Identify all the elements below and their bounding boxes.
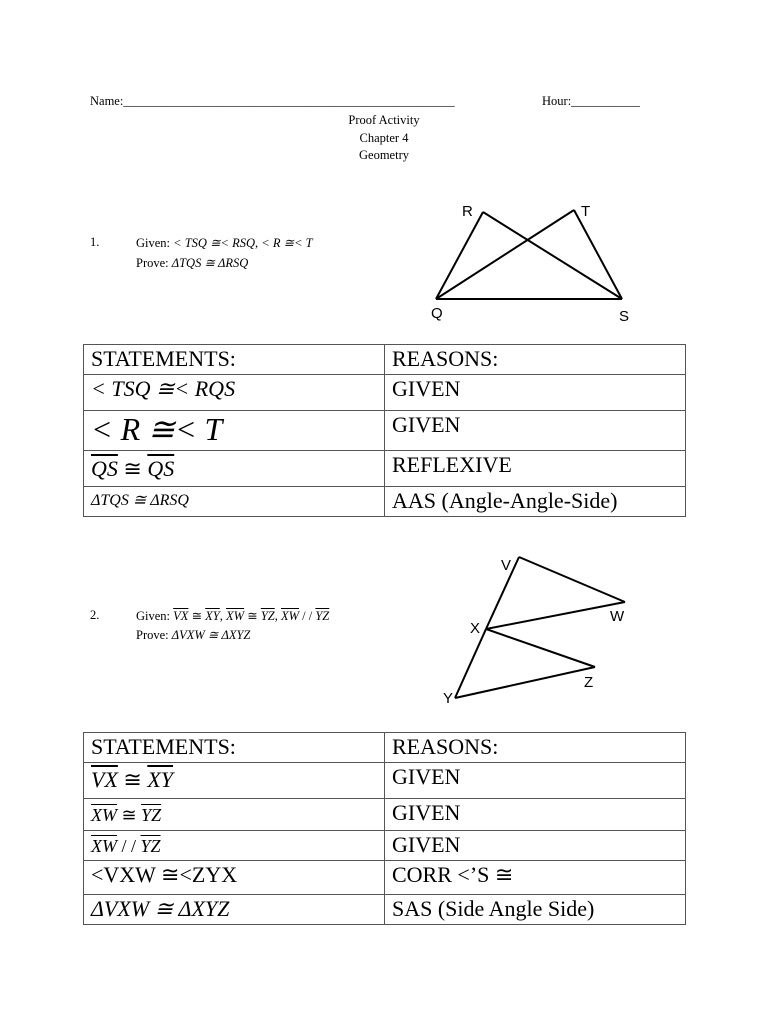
- segment-xy: [455, 629, 486, 698]
- label-q: Q: [431, 305, 443, 322]
- label-z: Z: [584, 674, 594, 691]
- statement-cell: < R ≅< T: [84, 411, 385, 451]
- table-row: [84, 831, 686, 861]
- table-row: [84, 375, 686, 411]
- table-row: [84, 451, 686, 487]
- segment-yz: [455, 667, 595, 698]
- name-field[interactable]: Name:_____________________________________________________: [90, 94, 455, 108]
- reason-cell: AAS (Angle-Angle-Side): [385, 487, 686, 517]
- problem2-prove: Prove: ΔVXW ≅ ΔXYZ: [136, 628, 251, 642]
- label-s: S: [619, 308, 630, 325]
- problem1-prove: Prove: ΔTQS ≅ ΔRSQ: [136, 256, 249, 270]
- label-y: Y: [443, 690, 454, 707]
- segment-xz: [486, 629, 595, 667]
- table-row: [84, 799, 686, 831]
- table-header-row: [84, 733, 686, 763]
- problem1-given-a: < TSQ ≅< RSQ: [173, 236, 256, 250]
- proof-table-1: [83, 344, 686, 517]
- reason-cell: GIVEN: [385, 799, 686, 831]
- reason-cell: GIVEN: [385, 375, 686, 411]
- statement-cell: $\overline{XW}$ ≅ $\overline{YZ}$: [84, 799, 385, 831]
- segment-rq: [436, 212, 483, 299]
- statement-cell: $\overline{XW}$ / / $\overline{YZ}$: [84, 831, 385, 861]
- hour-field[interactable]: Hour:___________: [542, 94, 640, 108]
- label-w: W: [610, 608, 625, 625]
- problem1-given: Given: < TSQ ≅< RSQ, < R ≅< T: [136, 236, 313, 250]
- reason-cell: GIVEN: [385, 831, 686, 861]
- table-row: [84, 411, 686, 451]
- segment-xw: [486, 602, 625, 629]
- statement-cell: ΔTQS ≅ ΔRSQ: [84, 487, 385, 517]
- statements-header: STATEMENTS:: [84, 345, 385, 375]
- statement-cell: ΔVXW ≅ ΔXYZ: [84, 895, 385, 925]
- reason-cell: GIVEN: [385, 763, 686, 799]
- problem2-given: Given: $\overline{VX}$ ≅ $\overline{XY}$, $\overline{XW}$ ≅ $\overline{YZ}$, $\overline{XW}$ / / $\overline{YZ}$: [136, 609, 330, 623]
- table-header-row: [84, 345, 686, 375]
- reasons-header: REASONS:: [385, 733, 686, 763]
- problem1-prove-statement: ΔTQS ≅ ΔRSQ: [171, 256, 249, 270]
- problem2-number: 2.: [90, 608, 100, 622]
- subject-label: Geometry: [359, 148, 409, 162]
- chapter-label: Chapter 4: [359, 130, 409, 145]
- label-t: T: [581, 203, 591, 220]
- problem1-number: 1.: [90, 235, 100, 249]
- table-row: [84, 763, 686, 799]
- statement-cell: $\overline{VX}$ ≅ $\overline{XY}$: [84, 763, 385, 799]
- statements-header: STATEMENTS:: [84, 733, 385, 763]
- header-line: [90, 94, 690, 112]
- segment-vw: [519, 557, 625, 602]
- problem2-prove-statement: ΔVXW ≅ ΔXYZ: [171, 628, 251, 642]
- statement-cell: < TSQ ≅< RQS: [84, 375, 385, 411]
- triangle-figure-1: [420, 198, 640, 326]
- statement-cell: <VXW ≅<ZYX: [84, 861, 385, 895]
- label-v: V: [501, 557, 512, 574]
- segment-ts: [574, 210, 622, 299]
- problem1-given-b: < R ≅< T: [261, 236, 313, 250]
- label-r: R: [462, 203, 473, 220]
- table-row: [84, 895, 686, 925]
- reason-cell: SAS (Side Angle Side): [385, 895, 686, 925]
- statement-cell: $\overline{QS}$ ≅ $\overline{QS}$: [84, 451, 385, 487]
- label-x: X: [470, 620, 481, 637]
- table-row: [84, 861, 686, 895]
- reasons-header: REASONS:: [385, 345, 686, 375]
- reason-cell: CORR <’S ≅: [385, 861, 686, 895]
- worksheet-title: Proof Activity: [348, 113, 420, 127]
- title-block: [0, 112, 768, 165]
- proof-table-2: [83, 732, 686, 925]
- segment-tq: [436, 210, 574, 299]
- reason-cell: REFLEXIVE: [385, 451, 686, 487]
- reason-cell: GIVEN: [385, 411, 686, 451]
- table-row: [84, 487, 686, 517]
- triangle-figure-2: [438, 552, 638, 712]
